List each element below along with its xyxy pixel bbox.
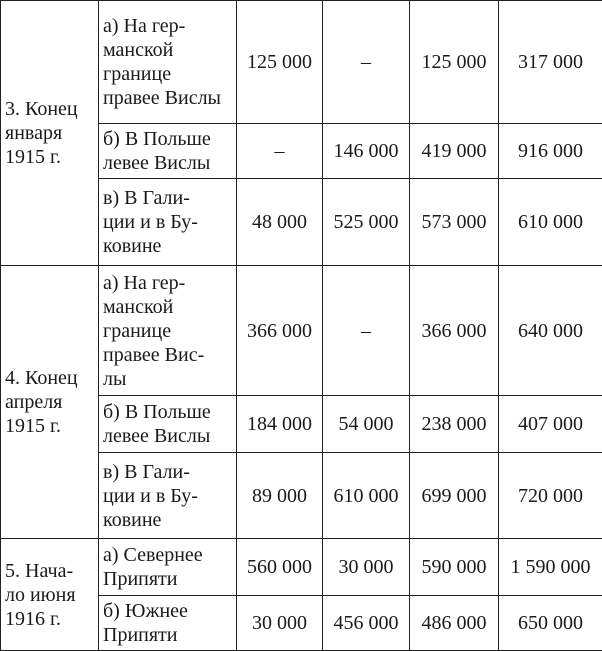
value-cell: 54 000 — [323, 396, 410, 453]
value-cell: 30 000 — [237, 596, 323, 651]
region-cell: а) Севернее Припяти — [99, 539, 237, 596]
table-row — [1, 1, 602, 124]
value-cell: 525 000 — [323, 179, 410, 266]
value-cell: 486 000 — [410, 596, 499, 651]
period-cell: 3. Конец января 1915 г. — [1, 1, 99, 266]
value-cell: 560 000 — [237, 539, 323, 596]
value-cell: 610 000 — [323, 453, 410, 539]
value-cell: 89 000 — [237, 453, 323, 539]
value-cell: 366 000 — [237, 266, 323, 396]
region-cell: б) Южнее Припяти — [99, 596, 237, 651]
value-cell: 238 000 — [410, 396, 499, 453]
region-cell: б) В Польше левее Вислы — [99, 396, 237, 453]
value-cell: 184 000 — [237, 396, 323, 453]
region-cell: в) В Гали- ции и в Бу- ковине — [99, 453, 237, 539]
value-cell: 146 000 — [323, 124, 410, 179]
region-cell: а) На гер- манской границе правее Вислы — [99, 1, 237, 124]
value-cell: 125 000 — [410, 1, 499, 124]
value-cell: 720 000 — [499, 453, 602, 539]
value-cell: 1 590 000 — [499, 539, 602, 596]
value-cell: 125 000 — [237, 1, 323, 124]
value-cell: – — [323, 1, 410, 124]
value-cell: 573 000 — [410, 179, 499, 266]
value-cell: 317 000 — [499, 1, 602, 124]
value-cell: 610 000 — [499, 179, 602, 266]
region-cell: б) В Польше левее Вислы — [99, 124, 237, 179]
value-cell: 48 000 — [237, 179, 323, 266]
value-cell: 30 000 — [323, 539, 410, 596]
value-cell: 590 000 — [410, 539, 499, 596]
region-cell: в) В Гали- ции и в Бу- ковине — [99, 179, 237, 266]
table-row — [1, 539, 602, 596]
table-row — [1, 266, 602, 396]
value-cell: 407 000 — [499, 396, 602, 453]
value-cell: 650 000 — [499, 596, 602, 651]
value-cell: 640 000 — [499, 266, 602, 396]
region-cell: а) На гер- манской границе правее Вис- лы — [99, 266, 237, 396]
value-cell: 456 000 — [323, 596, 410, 651]
value-cell: 916 000 — [499, 124, 602, 179]
period-cell: 5. Нача- ло июня 1916 г. — [1, 539, 99, 651]
value-cell: 419 000 — [410, 124, 499, 179]
value-cell: 366 000 — [410, 266, 499, 396]
value-cell: – — [237, 124, 323, 179]
period-cell: 4. Конец апреля 1915 г. — [1, 266, 99, 539]
value-cell: 699 000 — [410, 453, 499, 539]
value-cell: – — [323, 266, 410, 396]
